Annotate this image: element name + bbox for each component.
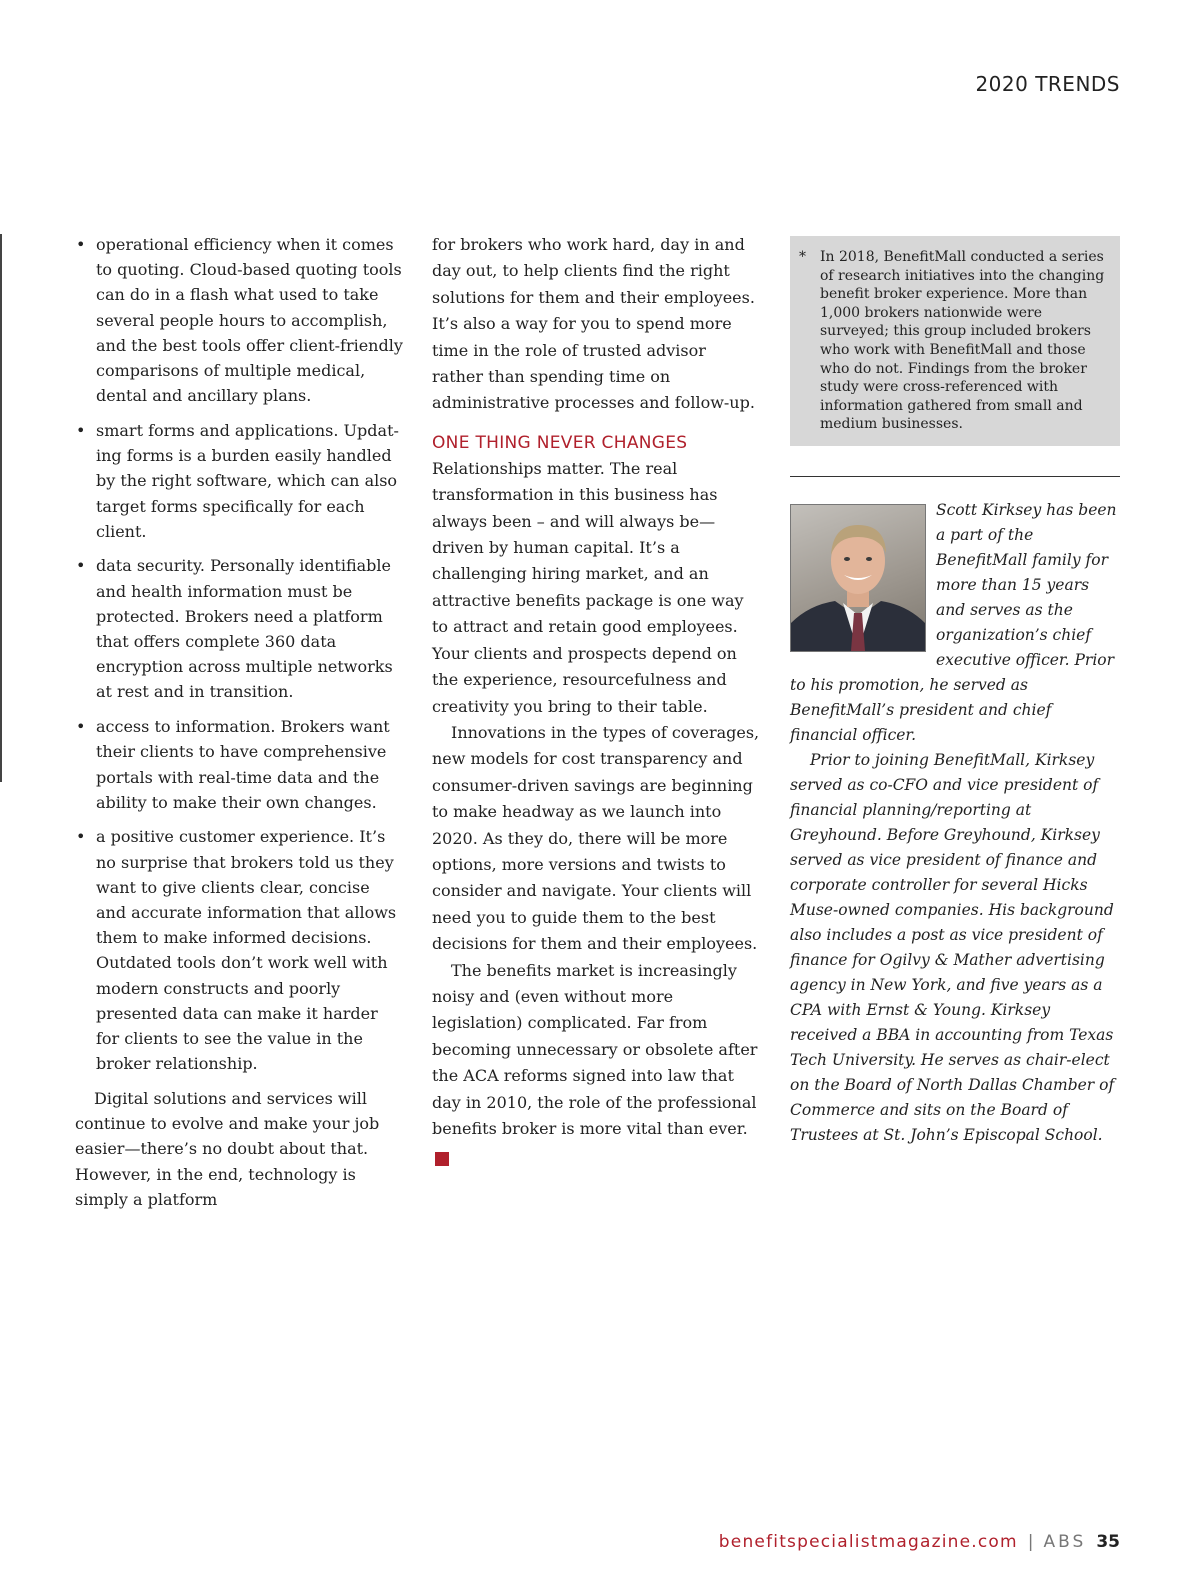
- margin-rule: [0, 234, 2, 782]
- bullet-item: • data security. Personally identifiable and health information must be protected. Brokers need a platform that offers complete 360 data encryption across multiple networks at rest and in transition.: [75, 553, 403, 704]
- column-1: [75, 232, 403, 1212]
- author-photo: [790, 504, 926, 652]
- footer-separator: |: [1027, 1532, 1034, 1552]
- bullet-list: [75, 232, 403, 1077]
- body-paragraph: for brokers who work hard, day in and day out, to help clients find the right solutions for them and their employees. It’s also a way for you to spend more time in the role of trusted advisor rather than spending time on administrative processes and follow-up.: [432, 235, 755, 413]
- author-bio: [790, 498, 1120, 1148]
- divider: [790, 476, 1120, 477]
- final-paragraph-text: The benefits market is increasingly noisy and (even without more legislation) complicated. Far from becoming unnecessary or obsolete after the ACA reforms signed into law that day in 2010, the role of the professional benefits broker is more vital than ever.: [432, 960, 758, 1138]
- body-paragraph: [432, 958, 762, 1169]
- abs-logo-icon: A: [435, 1152, 449, 1166]
- page-footer: [719, 1532, 1120, 1552]
- bio-paragraph: Scott Kirksey has been a part of the BenefitMall family for more than 15 years and serves as the organization’s chief executive officer. Prior to his promotion, he served as BenefitMall’s president and chief financial officer.: [790, 501, 1117, 744]
- footer-url: benefitspecialistmagazine.com: [718, 1532, 1018, 1552]
- bullet-item: • access to information. Brokers want their clients to have comprehensive portals with real-time data and the ability to make their own changes.: [75, 714, 403, 815]
- column-2: [432, 232, 762, 1169]
- page-number: 35: [1096, 1532, 1120, 1552]
- asterisk: *: [799, 249, 806, 265]
- body-paragraph: Digital solutions and services will continue to evolve and make your job easier—there’s no doubt about that. However, in the end, technology is simply a platform: [75, 1089, 380, 1209]
- bio-paragraph: Prior to joining BenefitMall, Kirksey served as co-CFO and vice president of financial planning/reporting at Greyhound. Before Greyhound, Kirksey served as vice president of finance and corporate controller for several Hicks Muse-owned companies. His background also includes a post as vice president of finance for Ogilvy & Mather advertising agency in New York, and five years as a CPA with Ernst & Young. Kirksey received a BBA in accounting from Texas Tech University. He serves as chair-elect on the Board of North Dallas Chamber of Commerce and sits on the Board of Trustees at St. John’s Episcopal School.: [790, 751, 1115, 1144]
- section-subhead: ONE THING NEVER CHANGES: [432, 432, 688, 453]
- column-3: [790, 236, 1120, 1148]
- body-paragraph: Relationships matter. The real transformation in this business has always been – and will always be—driven by human capital. It’s a challenging hiring market, and an attractive benefits package is one way to attract and retain good employees. Your clients and prospects depend on the experience, resourcefulness and creativity you bring to their table.: [432, 458, 744, 716]
- body-paragraph: Innovations in the types of coverages, new models for cost transparency and consumer-driven savings are beginning to make headway as we launch into 2020. As they do, there will be more options, more versions and twists to consider and navigate. Your clients will need you to guide them to the best decisions for them and their employees.: [432, 722, 760, 954]
- portrait-image: [791, 505, 925, 651]
- research-note-box: [790, 236, 1120, 446]
- research-note-text: In 2018, BenefitMall conducted a series of research initiatives into the changing benefit broker experience. More than 1,000 brokers nationwide were surveyed; this group included brokers who work with BenefitMall and those who do not. Findings from the broker study were cross-referenced with information gathered from small and medium businesses.: [820, 249, 1105, 433]
- bullet-item: • smart forms and applications. Updating forms is a burden easily handled by the right software, which can also target forms specifically for each client.: [75, 418, 403, 544]
- footer-publication: ABS: [1043, 1532, 1087, 1552]
- bullet-item: • a positive customer experience. It’s no surprise that brokers told us they want to give clients clear, concise and accurate information that allows them to make informed decisions. Outdated tools don’t work well with modern constructs and poorly presented data can make it harder for clients to see the value in the broker relationship.: [75, 824, 403, 1076]
- section-header: 2020 TRENDS: [975, 72, 1120, 96]
- bullet-item: • operational efficiency when it comes to quoting. Cloud-based quoting tools can do in a flash what used to take several people hours to accomplish, and the best tools offer client-friendly comparisons of multiple medical, dental and ancillary plans.: [75, 232, 403, 408]
